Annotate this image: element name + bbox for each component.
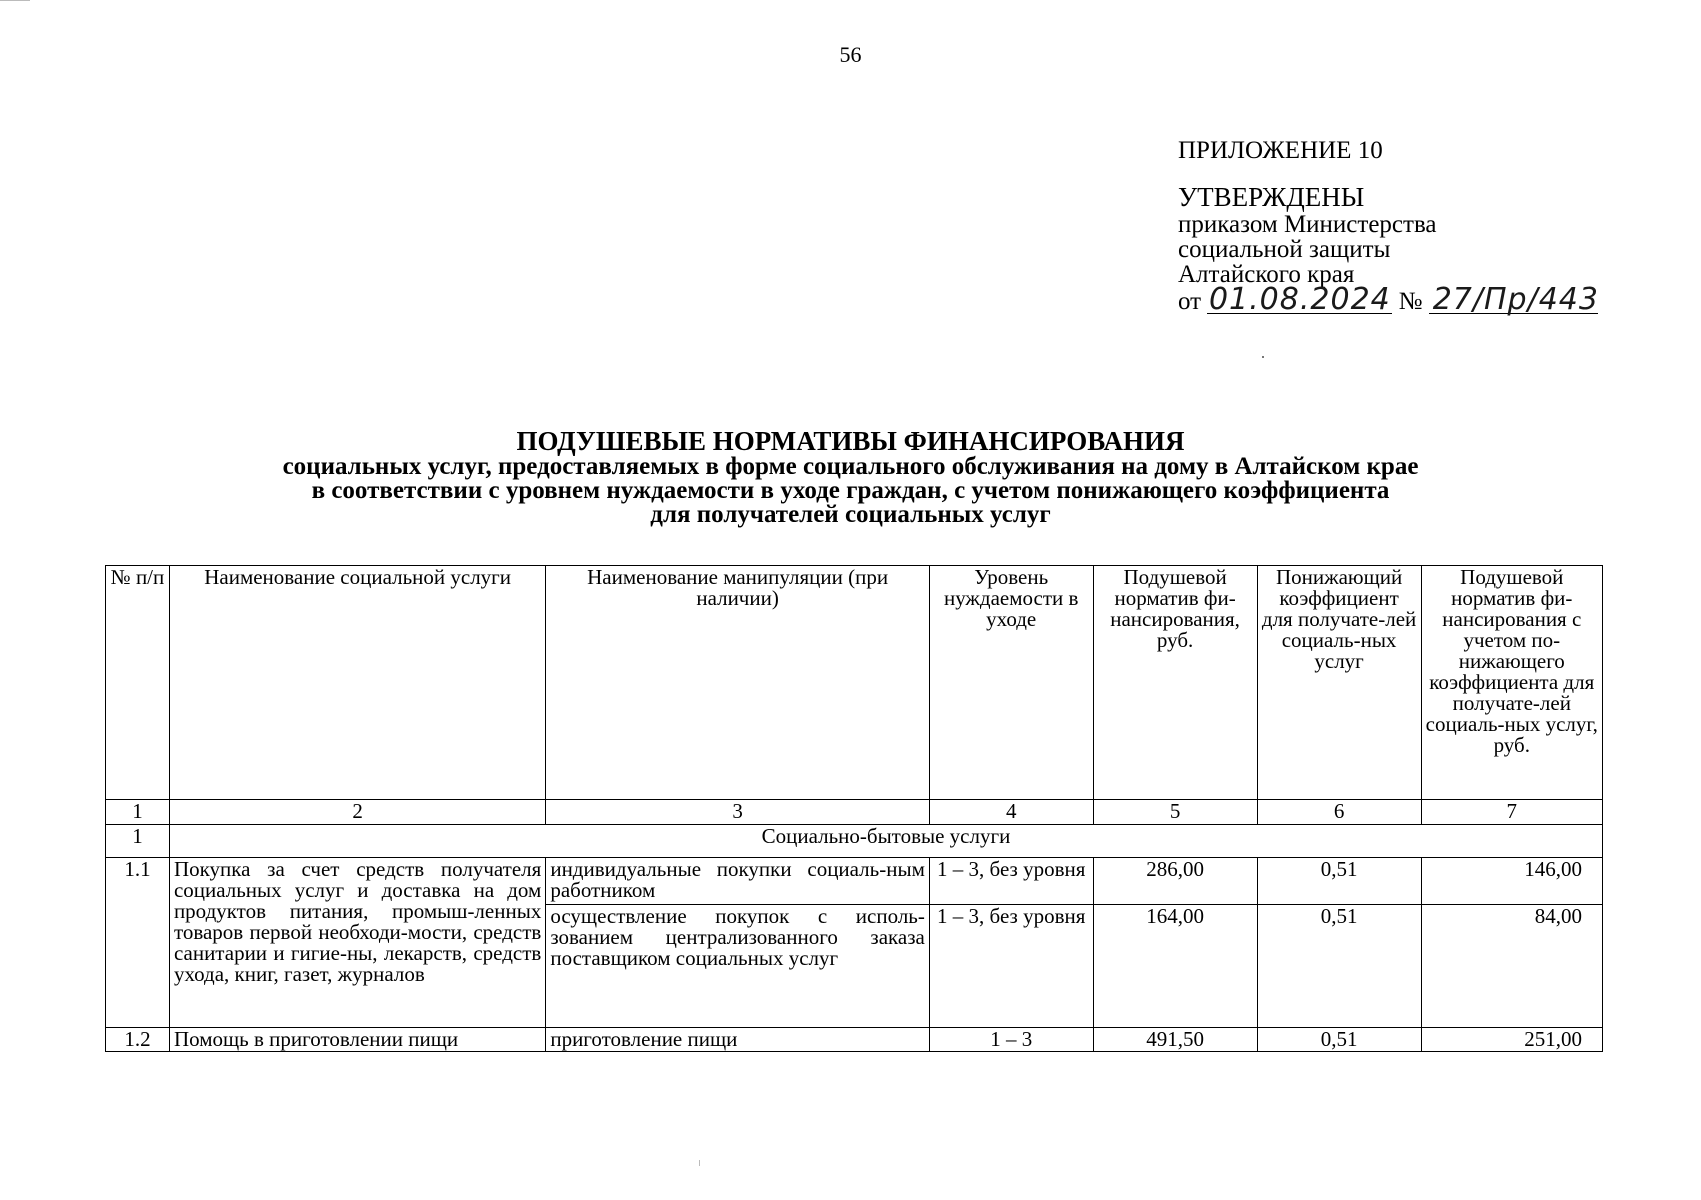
page-number: 56 bbox=[839, 42, 862, 67]
appendix-label: ПРИЛОЖЕНИЕ 10 bbox=[1178, 137, 1383, 164]
approval-line-2: социальной защиты bbox=[1178, 236, 1391, 263]
title-line-4: для получателей социальных услуг bbox=[650, 501, 1051, 528]
title-line-2: социальных услуг, предоставляемых в форме социального обслуживания на дому в Алтайском крае bbox=[282, 453, 1419, 480]
approval-line-1: приказом Министерства bbox=[1178, 211, 1437, 238]
column-number: 1 bbox=[106, 800, 170, 825]
approval-block bbox=[1178, 137, 1599, 317]
number-label: № bbox=[1398, 288, 1423, 315]
coefficient-value: 0,51 bbox=[1257, 858, 1421, 905]
norm-value: 286,00 bbox=[1093, 858, 1257, 905]
scan-speck bbox=[1262, 356, 1264, 358]
section-number: 1 bbox=[106, 825, 170, 858]
scan-corner-mark bbox=[0, 0, 30, 1]
service-name: Помощь в приготовлении пищи bbox=[169, 1028, 545, 1052]
column-number: 6 bbox=[1257, 800, 1421, 825]
row-number: 1.1 bbox=[106, 858, 170, 1028]
column-number: 7 bbox=[1421, 800, 1602, 825]
need-level: 1 – 3, без уровня bbox=[929, 858, 1093, 905]
header-no: № п/п bbox=[106, 566, 170, 800]
need-level: 1 – 3, без уровня bbox=[929, 905, 1093, 1028]
coefficient-value: 0,51 bbox=[1257, 1028, 1421, 1052]
header-service: Наименование социальной услуги bbox=[169, 566, 545, 800]
title-main: ПОДУШЕВЫЕ НОРМАТИВЫ ФИНАНСИРОВАНИЯ bbox=[516, 426, 1185, 456]
header-norm-with-coefficient: Подушевой норматив фи-нансирования с учетом по-нижающего коэффициента для получате-лей социаль-ных услуг, руб. bbox=[1421, 566, 1602, 800]
norm-value: 491,50 bbox=[1093, 1028, 1257, 1052]
column-number: 4 bbox=[929, 800, 1093, 825]
norm-value: 164,00 bbox=[1093, 905, 1257, 1028]
from-label: от bbox=[1178, 288, 1202, 315]
service-name: Покупка за счет средств получателя социальных услуг и доставка на дом продуктов питания, промыш-ленных товаров первой необходи-мости, средств санитарии и гигие-ны, лекарств, средств ухода, книг, газет, журналов bbox=[169, 858, 545, 1028]
column-number: 2 bbox=[169, 800, 545, 825]
row-number: 1.2 bbox=[106, 1028, 170, 1052]
order-reference-line bbox=[1178, 282, 1599, 317]
norms-table bbox=[105, 565, 1603, 1052]
section-title: Социально-бытовые услуги bbox=[169, 825, 1602, 858]
manipulation-name: приготовление пищи bbox=[546, 1028, 930, 1052]
header-coefficient: Понижающий коэффициент для получате-лей социаль-ных услуг bbox=[1257, 566, 1421, 800]
approved-label: УТВЕРЖДЕНЫ bbox=[1178, 182, 1365, 212]
handwritten-order-number: 27/Пр/443 bbox=[1429, 287, 1598, 314]
scan-speck bbox=[699, 1160, 700, 1166]
coefficient-value: 0,51 bbox=[1257, 905, 1421, 1028]
manipulation-name: индивидуальные покупки социаль-ным работником bbox=[546, 858, 930, 905]
norm-with-coefficient-value: 251,00 bbox=[1421, 1028, 1602, 1052]
section-row bbox=[106, 825, 1603, 858]
norm-with-coefficient-value: 84,00 bbox=[1421, 905, 1602, 1028]
handwritten-date: 01.08.2024 bbox=[1208, 282, 1391, 317]
title-line-3: в соответствии с уровнем нуждаемости в уходе граждан, с учетом понижающего коэффициента bbox=[311, 477, 1390, 504]
column-numbers-row bbox=[106, 800, 1603, 825]
header-norm: Подушевой норматив фи-нансирования, руб. bbox=[1093, 566, 1257, 800]
need-level: 1 – 3 bbox=[929, 1028, 1093, 1052]
table-row bbox=[106, 1028, 1603, 1052]
table-row bbox=[106, 858, 1603, 905]
approval-line-3: Алтайского края bbox=[1178, 261, 1355, 288]
column-number: 3 bbox=[546, 800, 930, 825]
header-level: Уровень нуждаемости в уходе bbox=[929, 566, 1093, 800]
norm-with-coefficient-value: 146,00 bbox=[1421, 858, 1602, 905]
document-title bbox=[0, 428, 1701, 527]
manipulation-name: осуществление покупок с исполь-зованием централизованного заказа поставщиком социальных услуг bbox=[546, 905, 930, 1028]
table-header-row bbox=[106, 566, 1603, 800]
column-number: 5 bbox=[1093, 800, 1257, 825]
header-manipulation: Наименование манипуляции (при наличии) bbox=[546, 566, 930, 800]
